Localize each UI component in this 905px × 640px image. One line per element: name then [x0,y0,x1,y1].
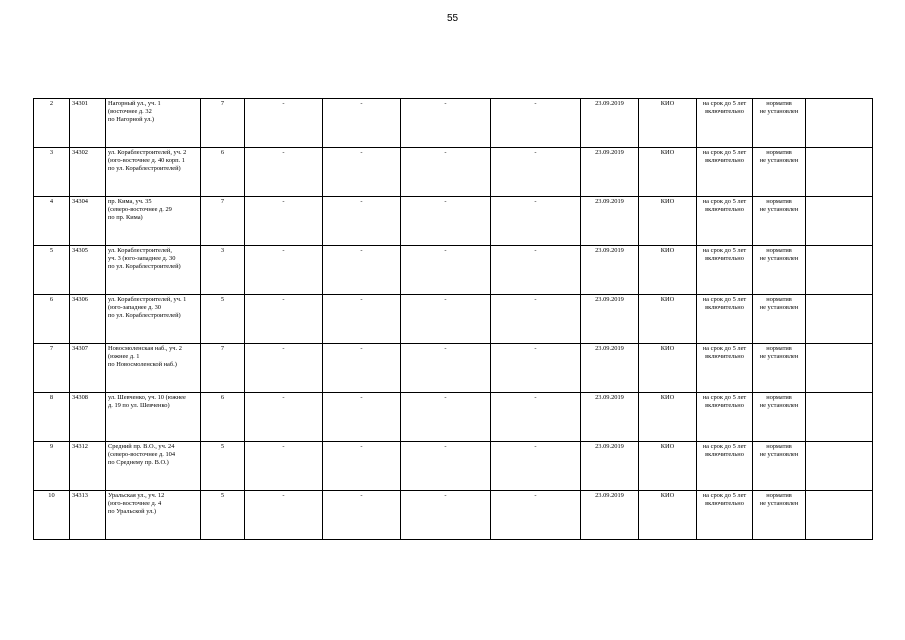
organization-cell: КИО [639,344,697,393]
norm-line: норматив [766,394,792,401]
norm-cell [753,148,806,197]
norm-line: не установлен [759,451,799,458]
address-line: по пр. Кима) [108,214,143,221]
table-row-10 [34,491,873,540]
row-number-cell: 6 [34,295,70,344]
term-cell [697,197,753,246]
organization-cell: КИО [639,393,697,442]
term-cell [697,148,753,197]
empty-value-cell-8: - [491,491,581,540]
norm-line: не установлен [759,353,799,360]
term-line: на срок до 5 лет [702,345,747,352]
empty-value-cell-6: - [323,197,401,246]
row-number-cell: 3 [34,148,70,197]
empty-value-cell-8: - [491,393,581,442]
empty-value-cell-6: - [323,99,401,148]
address-line: (восточнее д. 32 [108,108,152,115]
empty-value-cell-8: - [491,442,581,491]
norm-line: норматив [766,247,792,254]
address-cell [106,246,201,295]
address-line: по ул. Кораблестроителей) [108,263,181,270]
term-cell [697,246,753,295]
address-line: по Нагорной ул.) [108,116,154,123]
empty-value-cell-5: - [245,148,323,197]
term-line: на срок до 5 лет [702,198,747,205]
address-line: Нагорный ул., уч. 1 [108,100,161,107]
term-cell [697,344,753,393]
address-line: пр. Кима, уч. 35 [108,198,152,205]
term-line: включительно [705,255,744,262]
term-line: на срок до 5 лет [702,492,747,499]
table-row-2 [34,99,873,148]
empty-value-cell-6: - [323,491,401,540]
term-cell [697,295,753,344]
empty-value-cell-5: - [245,491,323,540]
term-line: включительно [705,108,744,115]
row-number-cell: 7 [34,344,70,393]
address-line: (юго-восточнее д. 40 корп. 1 [108,157,185,164]
row-number-cell: 8 [34,393,70,442]
address-line: уч. 3 (юго-западнее д. 30 [108,255,176,262]
empty-value-cell-7: - [401,99,491,148]
registry-body [34,99,873,540]
term-line: на срок до 5 лет [702,443,747,450]
table-row-9 [34,442,873,491]
date-cell: 23.09.2019 [581,344,639,393]
organization-cell: КИО [639,99,697,148]
date-cell: 23.09.2019 [581,197,639,246]
address-cell [106,197,201,246]
organization-cell: КИО [639,442,697,491]
row-number-cell: 5 [34,246,70,295]
places-cell: 7 [201,99,245,148]
empty-value-cell-7: - [401,246,491,295]
blank-cell [806,344,873,393]
row-number-cell: 2 [34,99,70,148]
table-row-8 [34,393,873,442]
address-line: Уральская ул., уч. 12 [108,492,165,499]
empty-value-cell-8: - [491,99,581,148]
object-code-cell: 34306 [70,295,106,344]
term-line: включительно [705,206,744,213]
address-line: Средний пр. В.О., уч. 24 [108,443,175,450]
empty-value-cell-6: - [323,344,401,393]
term-line: включительно [705,304,744,311]
object-code-cell: 34301 [70,99,106,148]
address-line: ул. Кораблестроителей, уч. 2 [108,149,187,156]
norm-line: норматив [766,198,792,205]
places-cell: 5 [201,295,245,344]
address-cell [106,99,201,148]
places-cell: 5 [201,442,245,491]
norm-line: норматив [766,345,792,352]
places-cell: 3 [201,246,245,295]
registry-table [33,98,873,540]
object-code-cell: 34305 [70,246,106,295]
organization-cell: КИО [639,148,697,197]
table-row-6 [34,295,873,344]
empty-value-cell-7: - [401,295,491,344]
term-line: на срок до 5 лет [702,247,747,254]
term-line: включительно [705,157,744,164]
empty-value-cell-8: - [491,148,581,197]
row-number-cell: 9 [34,442,70,491]
empty-value-cell-6: - [323,393,401,442]
empty-value-cell-7: - [401,148,491,197]
empty-value-cell-6: - [323,148,401,197]
norm-cell [753,442,806,491]
norm-line: не установлен [759,157,799,164]
blank-cell [806,246,873,295]
address-line: (юго-восточнее д. 4 [108,500,162,507]
blank-cell [806,99,873,148]
term-line: на срок до 5 лет [702,100,747,107]
empty-value-cell-8: - [491,197,581,246]
object-code-cell: 34308 [70,393,106,442]
empty-value-cell-7: - [401,344,491,393]
object-code-cell: 34307 [70,344,106,393]
empty-value-cell-8: - [491,246,581,295]
norm-line: не установлен [759,500,799,507]
address-line: (северо-восточнее д. 29 [108,206,172,213]
empty-value-cell-6: - [323,246,401,295]
address-line: по Среднему пр. В.О.) [108,459,169,466]
term-cell [697,491,753,540]
address-line: д. 19 по ул. Шевченко) [108,402,170,409]
norm-line: не установлен [759,255,799,262]
blank-cell [806,197,873,246]
term-cell [697,442,753,491]
address-cell [106,148,201,197]
norm-cell [753,344,806,393]
row-number-cell: 4 [34,197,70,246]
empty-value-cell-5: - [245,99,323,148]
table-row-7 [34,344,873,393]
address-line: ул. Шевченко, уч. 10 (южнее [108,394,186,401]
object-code-cell: 34313 [70,491,106,540]
address-cell [106,491,201,540]
empty-value-cell-5: - [245,246,323,295]
empty-value-cell-5: - [245,344,323,393]
term-line: включительно [705,500,744,507]
address-line: (северо-восточнее д. 104 [108,451,176,458]
norm-line: не установлен [759,108,799,115]
address-line: (южнее д. 1 [108,353,140,360]
norm-line: норматив [766,100,792,107]
date-cell: 23.09.2019 [581,295,639,344]
empty-value-cell-5: - [245,197,323,246]
norm-line: норматив [766,296,792,303]
date-cell: 23.09.2019 [581,99,639,148]
blank-cell [806,442,873,491]
places-cell: 6 [201,148,245,197]
blank-cell [806,295,873,344]
term-cell [697,393,753,442]
date-cell: 23.09.2019 [581,246,639,295]
term-line: включительно [705,451,744,458]
organization-cell: КИО [639,246,697,295]
term-line: на срок до 5 лет [702,296,747,303]
address-line: по ул. Кораблестроителей) [108,312,181,319]
page-number: 55 [446,13,459,24]
empty-value-cell-7: - [401,393,491,442]
blank-cell [806,148,873,197]
places-cell: 5 [201,491,245,540]
address-line: ул. Кораблестроителей, [108,247,172,254]
term-line: на срок до 5 лет [702,149,747,156]
organization-cell: КИО [639,197,697,246]
norm-cell [753,295,806,344]
object-code-cell: 34302 [70,148,106,197]
row-number-cell: 10 [34,491,70,540]
norm-line: не установлен [759,402,799,409]
address-cell [106,442,201,491]
address-cell [106,393,201,442]
norm-cell [753,246,806,295]
term-line: включительно [705,402,744,409]
date-cell: 23.09.2019 [581,442,639,491]
term-cell [697,99,753,148]
norm-line: норматив [766,443,792,450]
date-cell: 23.09.2019 [581,491,639,540]
object-code-cell: 34312 [70,442,106,491]
blank-cell [806,491,873,540]
places-cell: 6 [201,393,245,442]
norm-cell [753,99,806,148]
object-code-cell: 34304 [70,197,106,246]
empty-value-cell-6: - [323,442,401,491]
empty-value-cell-5: - [245,442,323,491]
organization-cell: КИО [639,491,697,540]
date-cell: 23.09.2019 [581,148,639,197]
empty-value-cell-5: - [245,393,323,442]
address-cell [106,295,201,344]
empty-value-cell-8: - [491,295,581,344]
norm-line: не установлен [759,206,799,213]
table-row-4 [34,197,873,246]
norm-cell [753,491,806,540]
empty-value-cell-7: - [401,491,491,540]
address-line: ул. Кораблестроителей, уч. 1 [108,296,187,303]
date-cell: 23.09.2019 [581,393,639,442]
norm-line: норматив [766,492,792,499]
term-line: на срок до 5 лет [702,394,747,401]
empty-value-cell-7: - [401,197,491,246]
term-line: включительно [705,353,744,360]
address-line: по Уральской ул.) [108,508,157,515]
blank-cell [806,393,873,442]
norm-line: не установлен [759,304,799,311]
places-cell: 7 [201,197,245,246]
address-cell [106,344,201,393]
empty-value-cell-8: - [491,344,581,393]
address-line: по ул. Кораблестроителей) [108,165,181,172]
organization-cell: КИО [639,295,697,344]
address-line: (юго-западнее д. 30 [108,304,162,311]
address-line: по Новосмоленской наб.) [108,361,177,368]
empty-value-cell-7: - [401,442,491,491]
places-cell: 7 [201,344,245,393]
empty-value-cell-6: - [323,295,401,344]
norm-cell [753,197,806,246]
empty-value-cell-5: - [245,295,323,344]
table-row-5 [34,246,873,295]
table-row-3 [34,148,873,197]
norm-line: норматив [766,149,792,156]
address-line: Новосмоленская наб., уч. 2 [108,345,182,352]
norm-cell [753,393,806,442]
